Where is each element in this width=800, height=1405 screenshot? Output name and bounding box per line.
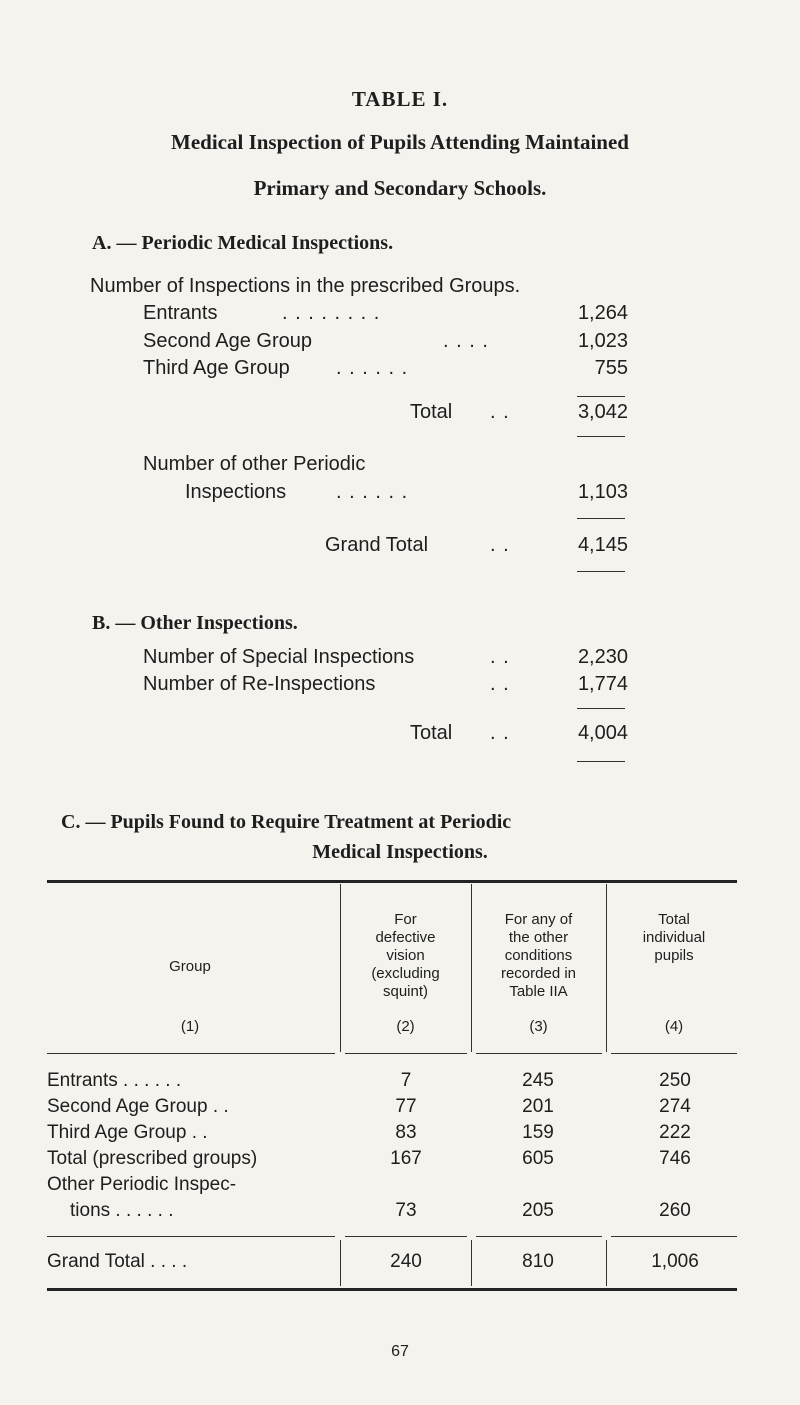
rule-a-4	[577, 571, 625, 572]
other-periodic-value: 1,103	[577, 481, 628, 503]
table-row-entrants-c3: 245	[522, 1070, 554, 1091]
header-group-num: (1)	[180, 1018, 200, 1035]
table-row-second-age-c3: 201	[522, 1096, 554, 1117]
table-row-total-prescribed-c2: 167	[390, 1148, 422, 1169]
total-a-value: 3,042	[577, 401, 628, 423]
table-row-grand-total-c2: 240	[390, 1251, 422, 1272]
total-a-label: Total	[410, 401, 453, 423]
table-title-line2: Primary and Secondary Schools.	[253, 176, 547, 200]
row-third-age-label: Third Age Group	[143, 357, 290, 379]
row-reinspections-value: 1,774	[577, 673, 628, 695]
table-title-line1: Medical Inspection of Pupils Attending Maintained	[171, 130, 629, 154]
table-row-total-prescribed-group: Total (prescribed groups)	[47, 1148, 258, 1169]
grand-divider-2	[471, 1240, 472, 1286]
body-rule-2	[345, 1236, 467, 1237]
row-reinspections-dots: . .	[490, 673, 510, 695]
other-periodic-dots: . . . . . .	[336, 481, 409, 503]
header-defective-vision-num: (2)	[396, 1018, 415, 1035]
header-defective-vision: For defective vision (excluding squint)	[371, 911, 440, 1000]
row-second-age-dots: . . . .	[443, 330, 489, 352]
col-divider-1	[340, 884, 341, 1052]
header-rule-2	[345, 1053, 467, 1054]
table-top-rule	[47, 880, 737, 883]
total-b-label: Total	[410, 722, 453, 744]
table-row-grand-total-c3: 810	[522, 1251, 554, 1272]
header-rule-4	[611, 1053, 737, 1054]
table-row-other-periodic-c4: 260	[659, 1200, 691, 1221]
header-group: Group	[169, 958, 211, 975]
table-row-third-age-group: Third Age Group . .	[47, 1122, 208, 1143]
table-row-other-periodic-c3: 205	[522, 1200, 554, 1221]
body-rule-1	[47, 1236, 335, 1237]
grand-total-a-label: Grand Total	[325, 534, 429, 556]
table-row-entrants-group: Entrants . . . . . .	[47, 1070, 182, 1091]
table-bottom-rule	[47, 1288, 737, 1291]
total-b-value: 4,004	[577, 722, 628, 744]
total-a-dots: . .	[490, 401, 510, 423]
page-number: 67	[391, 1343, 409, 1360]
section-a-title: A. — Periodic Medical Inspections.	[92, 232, 394, 254]
col-divider-3	[606, 884, 607, 1052]
table-row-second-age-c4: 274	[659, 1096, 691, 1117]
row-third-age-dots: . . . . . .	[336, 357, 409, 379]
row-special-value: 2,230	[577, 646, 628, 668]
row-entrants-label: Entrants	[143, 302, 218, 324]
grand-divider-3	[606, 1240, 607, 1286]
row-reinspections-label: Number of Re-Inspections	[143, 673, 376, 695]
table-label: TABLE I.	[351, 87, 449, 111]
table-row-third-age-c2: 83	[395, 1122, 417, 1143]
section-c-title-line2: Medical Inspections.	[312, 841, 488, 863]
table-row-other-periodic-group-line1: Other Periodic Inspec-	[47, 1174, 237, 1195]
col-divider-2	[471, 884, 472, 1052]
table-row-other-periodic-group-line2: tions . . . . . .	[70, 1200, 174, 1221]
table-row-entrants-c4: 250	[659, 1070, 691, 1091]
header-total-pupils-num: (4)	[664, 1018, 684, 1035]
other-periodic-line2: Inspections	[185, 481, 287, 503]
header-rule-1	[47, 1053, 335, 1054]
row-special-dots: . .	[490, 646, 510, 668]
section-a-subtitle: Number of Inspections in the prescribed Groups.	[90, 275, 521, 297]
row-entrants-value: 1,264	[577, 302, 628, 324]
total-b-dots: . .	[490, 722, 510, 744]
row-entrants-dots: . . . . . . . .	[282, 302, 381, 324]
table-row-other-periodic-c2: 73	[395, 1200, 417, 1221]
header-rule-3	[476, 1053, 602, 1054]
table-row-third-age-c3: 159	[522, 1122, 554, 1143]
rule-a-1	[577, 396, 625, 397]
rule-a-3	[577, 518, 625, 519]
rule-b-1	[577, 708, 625, 709]
table-row-total-prescribed-c3: 605	[522, 1148, 554, 1169]
row-second-age-value: 1,023	[577, 330, 628, 352]
header-other-conditions-num: (3)	[529, 1018, 548, 1035]
table-row-grand-total-group: Grand Total . . . .	[47, 1251, 188, 1272]
table-row-third-age-c4: 222	[659, 1122, 691, 1143]
section-c-title-line1: C. — Pupils Found to Require Treatment at Periodic	[61, 811, 512, 833]
grand-total-a-dots: . .	[490, 534, 510, 556]
grand-total-a-value: 4,145	[577, 534, 628, 556]
other-periodic-line1: Number of other Periodic	[143, 453, 366, 475]
row-special-label: Number of Special Inspections	[143, 646, 415, 668]
table-row-total-prescribed-c4: 746	[659, 1148, 691, 1169]
header-other-conditions: For any of the other conditions recorded in Table IIA	[500, 911, 577, 1000]
rule-a-2	[577, 436, 625, 437]
section-b-title: B. — Other Inspections.	[92, 612, 298, 634]
body-rule-3	[476, 1236, 602, 1237]
table-row-second-age-group: Second Age Group . .	[47, 1096, 229, 1117]
body-rule-4	[611, 1236, 737, 1237]
table-row-grand-total-c4: 1,006	[651, 1251, 699, 1272]
row-second-age-label: Second Age Group	[143, 330, 313, 352]
table-row-second-age-c2: 77	[395, 1096, 417, 1117]
table-row-entrants-c2: 7	[400, 1070, 412, 1091]
rule-b-2	[577, 761, 625, 762]
grand-divider-1	[340, 1240, 341, 1286]
row-third-age-value: 755	[594, 357, 628, 379]
header-total-pupils: Total individual pupils	[642, 911, 706, 964]
